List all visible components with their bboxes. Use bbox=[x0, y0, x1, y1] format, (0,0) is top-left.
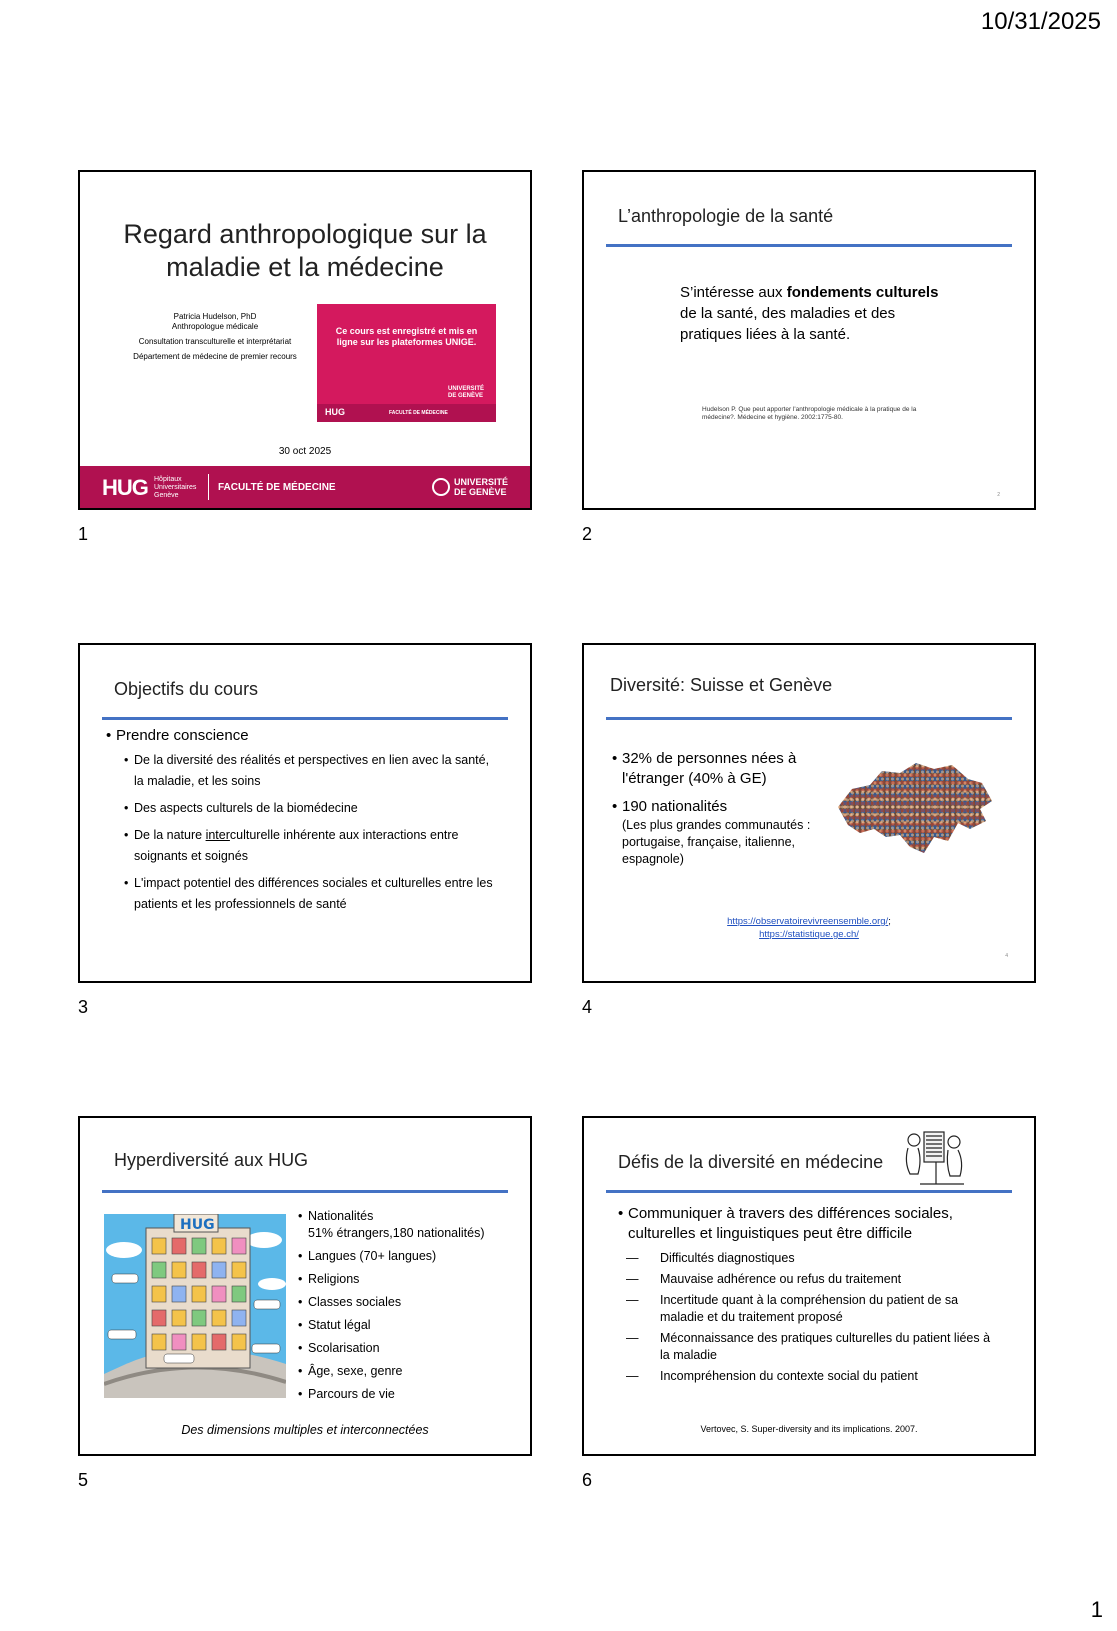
slide-number: 2 bbox=[582, 524, 593, 544]
author-department: Département de médecine de premier recours bbox=[133, 352, 297, 361]
slide-footer-number: 4 bbox=[1005, 953, 1008, 959]
slide-title: Hyperdiversité aux HUG bbox=[114, 1150, 309, 1170]
hug-building-illustration bbox=[104, 1214, 286, 1398]
recording-notice bbox=[317, 304, 496, 422]
slide-number: 3 bbox=[78, 997, 89, 1017]
slide-number: 6 bbox=[582, 1470, 593, 1490]
challenge-item: — Mauvaise adhérence ou refus du traitement bbox=[626, 1272, 902, 1286]
dimension-item: • Religions bbox=[298, 1271, 528, 1288]
map-shape-overlay bbox=[838, 763, 992, 853]
author-unit: Consultation transculturelle et interprétariat bbox=[138, 337, 292, 346]
university-label: UNIVERSITÉ DE GENÈVE bbox=[454, 477, 509, 497]
notice-strip bbox=[317, 404, 496, 422]
slide-title: Diversité: Suisse et Genève bbox=[610, 675, 833, 695]
slide-body: S’intéresse aux fondements culturels de la santé, des maladies et des pratiques liées à la santé. bbox=[680, 284, 939, 343]
dimension-item-detail: 51% étrangers,180 nationalités) bbox=[308, 1226, 485, 1240]
title-rule bbox=[102, 1190, 508, 1193]
slide-title: Défis de la diversité en médecine bbox=[618, 1152, 884, 1172]
reference: Vertovec, S. Super-diversity and its implications. 2007. bbox=[700, 1424, 918, 1434]
author-block bbox=[120, 312, 310, 367]
slide-number: 5 bbox=[78, 1470, 89, 1490]
slide-number: 4 bbox=[582, 997, 593, 1017]
sources: https://observatoirevivreensemble.org/; https://statistique.ge.ch/ bbox=[727, 916, 891, 940]
dimension-item: • Âge, sexe, genre bbox=[298, 1363, 528, 1380]
challenge-item: — Difficultés diagnostiques bbox=[626, 1251, 795, 1265]
title-rule bbox=[606, 244, 1012, 247]
dimension-item: • Statut légal bbox=[298, 1317, 528, 1334]
bullet-foreign-born: • 32% de personnes nées à l'étranger (40% à GE) bbox=[612, 749, 812, 789]
page-number: 1 bbox=[1090, 1597, 1103, 1622]
dimension-item: • Parcours de vie bbox=[298, 1386, 528, 1403]
dimension-item: • Nationalités bbox=[298, 1208, 528, 1225]
diversity-dimensions-list bbox=[298, 1208, 528, 1403]
dimension-item: • Scolarisation bbox=[298, 1340, 528, 1357]
slide-body bbox=[612, 749, 812, 868]
footer-divider bbox=[208, 474, 209, 500]
doctor-patient-sketch-icon bbox=[900, 1128, 968, 1188]
slide-title: Regard anthropologique sur la maladie et la médecine bbox=[123, 219, 487, 282]
title-rule bbox=[102, 717, 508, 720]
university-logo: UNIVERSITÉ DE GENÈVE bbox=[448, 386, 485, 399]
hug-logo-subtitle: Hôpitaux Universitaires Genève bbox=[154, 476, 197, 499]
sub-bullet: • L'impact potentiel des différences sociales et culturelles entre les patients et les professionnels de santé bbox=[124, 873, 496, 915]
illustration-hug-sign: HUG bbox=[180, 1217, 215, 1233]
slide-1[interactable] bbox=[78, 170, 532, 510]
main-bullet: • Prendre conscience bbox=[106, 727, 496, 744]
challenges-list bbox=[618, 1250, 998, 1385]
slide-title: L’anthropologie de la santé bbox=[618, 206, 834, 226]
university-seal-icon bbox=[432, 478, 450, 496]
source-link-observatoire[interactable]: https://observatoirevivreensemble.org/ bbox=[727, 916, 889, 927]
dimension-item: • Langues (70+ langues) bbox=[298, 1248, 528, 1265]
hug-logo: HUG bbox=[102, 475, 148, 500]
dimension-item: • Classes sociales bbox=[298, 1294, 528, 1311]
slide-caption: Des dimensions multiples et interconnectées bbox=[181, 1423, 429, 1437]
challenge-item: — Incompréhension du contexte social du patient bbox=[626, 1369, 918, 1383]
slide-4[interactable] bbox=[582, 643, 1036, 983]
sub-bullet: • De la nature interculturelle inhérente aux interactions entre soignants et soignés bbox=[124, 825, 496, 867]
emphasis: fondements culturels bbox=[786, 284, 939, 301]
slide-footer-number: 2 bbox=[997, 492, 1000, 498]
slide-footer bbox=[80, 466, 530, 508]
reference: Hudelson P. Que peut apporter l'anthropologie médicale à la pratique de la médecine?. Médecine et hygiène. 2002:1775-80. bbox=[702, 406, 917, 421]
slide-title: Objectifs du cours bbox=[114, 679, 259, 699]
author-role: Anthropologue médicale bbox=[171, 322, 259, 331]
bullet-nationalities: • 190 nationalités bbox=[612, 797, 812, 817]
recording-notice-text: Ce cours est enregistré et mis en ligne sur les plateformes UNIGE. bbox=[335, 326, 478, 347]
source-link-statistique[interactable]: https://statistique.ge.ch/ bbox=[759, 929, 859, 940]
slide-body bbox=[618, 1204, 998, 1385]
bullet-nationalities-detail: (Les plus grandes communautés : portugaise, française, italienne, espagnole) bbox=[622, 818, 811, 866]
challenge-item: — Incertitude quant à la compréhension du patient de sa maladie et du traitement proposé bbox=[626, 1293, 959, 1324]
switzerland-people-map bbox=[830, 749, 998, 861]
slide-3[interactable] bbox=[78, 643, 532, 983]
notice-faculty: FACULTÉ DE MÉDECINE bbox=[389, 410, 448, 416]
slide-date: 30 oct 2025 bbox=[278, 446, 332, 457]
faculty-label: FACULTÉ DE MÉDECINE bbox=[218, 482, 336, 493]
title-rule bbox=[606, 1190, 1012, 1193]
slide-number: 1 bbox=[78, 524, 89, 544]
main-bullet: • Communiquer à travers des différences sociales, culturelles et linguistiques peut être difficile bbox=[618, 1204, 998, 1244]
slide-2[interactable] bbox=[582, 170, 1036, 510]
page-date: 10/31/2025 bbox=[980, 8, 1101, 35]
notice-hug-logo: HUG bbox=[325, 407, 345, 417]
sub-bullet: • Des aspects culturels de la biomédecine bbox=[124, 798, 496, 819]
author-name: Patricia Hudelson, PhD bbox=[173, 312, 257, 321]
slide-5[interactable] bbox=[78, 1116, 532, 1456]
sub-bullet: • De la diversité des réalités et perspectives en lien avec la santé, la maladie, et les soins bbox=[124, 750, 496, 792]
challenge-item: — Méconnaissance des pratiques culturelles du patient liées à la maladie bbox=[626, 1331, 991, 1362]
title-rule bbox=[606, 717, 1012, 720]
slide-body bbox=[106, 727, 496, 915]
slide-6[interactable] bbox=[582, 1116, 1036, 1456]
